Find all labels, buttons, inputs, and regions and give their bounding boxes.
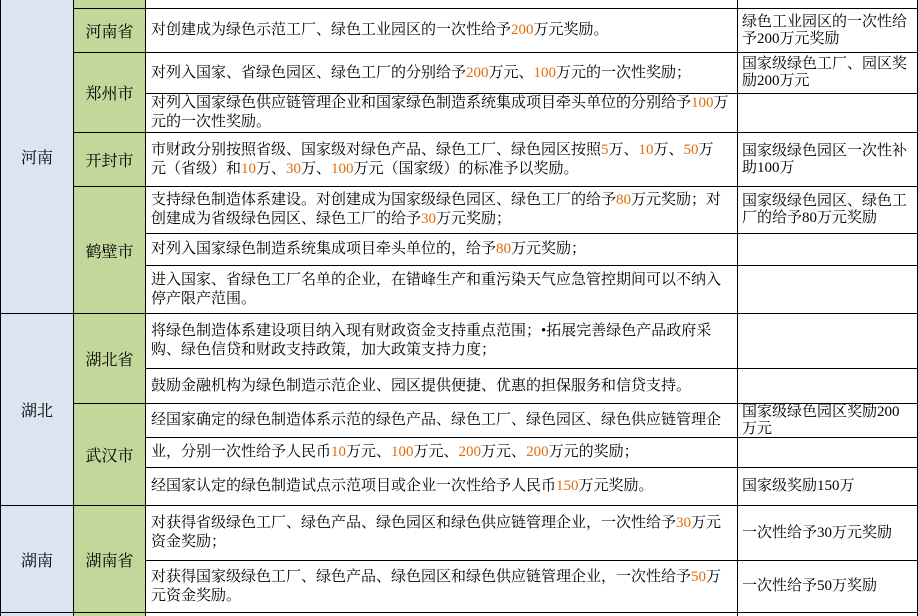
policy-text: 鼓励金融机构为绿色制造示范企业、园区提供便捷、优惠的担保服务和信贷支持。 — [151, 377, 692, 394]
city-cell-kaifeng: 开封市 — [74, 133, 145, 186]
note-cell — [738, 468, 917, 505]
note-cell — [738, 53, 917, 93]
city-cell-zhengzhou: 郑州市 — [74, 53, 145, 132]
policy-partial-cell-top — [146, 0, 737, 8]
policy-text: 进入国家、省绿色工厂名单的企业，在错峰生产和重污染天气应急管控期间可以不纳入停产限产范围。 — [151, 271, 722, 307]
policy-text: 对列入国家、省绿色园区、绿色工厂的分别给予200万元、100万元的一次性奖励； — [151, 64, 692, 81]
city-cell-hubeisheng: 湖北省 — [74, 314, 145, 403]
province-cell-hunan: 湖南 — [1, 506, 73, 612]
policy-text: 支持绿色制造体系建设。对创建成为国家级绿色园区、绿色工厂的给予80万元奖励；对创建成为省级绿色园区、绿色工厂的给予30万元奖励； — [151, 192, 722, 227]
note-cell — [738, 133, 917, 186]
note-text: 一次性给予30万元奖励 — [742, 524, 893, 541]
note-text: 国家级绿色工厂、园区奖励200万元 — [742, 56, 908, 89]
policy-cell — [146, 561, 737, 612]
policy-text: 将绿色制造体系建设项目纳入现有财政资金支持重点范围；•拓展完善绿色产品政府采购、绿色信贷和财政支持政策，加大政策支持力度； — [151, 323, 712, 358]
city-cell-hebi: 鹤壁市 — [74, 187, 145, 313]
note-cell — [738, 94, 917, 132]
note-text: 国家级绿色园区、绿色工厂的给予80万元奖励 — [742, 193, 908, 226]
note-cell — [738, 234, 917, 265]
note-text: 国家级奖励150万 — [742, 478, 855, 494]
policy-text: 经国家确定的绿色制造体系示范的绿色产品、绿色工厂、绿色园区、绿色供应链管理企 — [151, 412, 722, 428]
policy-cell — [146, 53, 737, 93]
policy-text: 市财政分别按照省级、国家级对绿色产品、绿色工厂、绿色园区按照5万、10万、50万 元（省级）和10万、30万、100万元（国家级）的标准予以奖励。 — [151, 141, 714, 177]
note-text: 国家级绿色园区一次性补助100万 — [742, 142, 908, 176]
city-cell-henansheng: 河南省 — [74, 9, 145, 52]
city-cell-hunansheng: 湖南省 — [74, 506, 145, 612]
province-cell-henan: 河南 — [1, 0, 73, 313]
policy-text: 对列入国家绿色供应链管理企业和国家绿色制造系统集成项目牵头单位的分别给予100万元的一次性奖励。 — [151, 95, 729, 130]
city-partial-cell-top — [74, 0, 145, 8]
policy-cell — [146, 506, 737, 560]
note-cell — [738, 9, 917, 52]
policy-text: 经国家认定的绿色制造试点示范项目或企业一次性给予人民币150万元奖励。 — [151, 478, 654, 494]
note-partial-cell-top — [738, 0, 917, 8]
policy-cell — [146, 369, 737, 403]
city-cell-wuhan: 武汉市 — [74, 404, 145, 505]
policy-cell — [146, 9, 737, 52]
policy-cell — [146, 468, 737, 505]
note-cell — [738, 187, 917, 233]
policy-cell — [146, 404, 737, 437]
note-text: 绿色工业园区的一次性给予200万元奖励 — [742, 13, 908, 47]
note-cell — [738, 438, 917, 467]
policy-text: 对获得国家级绿色工厂、绿色产品、绿色园区和绿色供应链管理企业，一次性给予50万元资金奖励。 — [151, 568, 722, 604]
policy-text: 业，分别一次性给予人民币10万元、100万元、200万元、200万元的奖励； — [151, 444, 639, 460]
policy-cell — [146, 187, 737, 233]
province-cell-hubei: 湖北 — [1, 314, 73, 505]
policy-cell — [146, 94, 737, 132]
policy-text: 对获得省级绿色工厂、绿色产品、绿色园区和绿色供应链管理企业，一次性给予30万元资金奖励； — [151, 515, 722, 550]
policy-text: 对列入国家绿色制造系统集成项目牵头单位的，给予80万元奖励； — [151, 241, 587, 257]
policy-cell — [146, 234, 737, 265]
note-cell — [738, 266, 917, 313]
policy-cell — [146, 314, 737, 368]
note-cell — [738, 506, 917, 560]
note-cell — [738, 314, 917, 368]
note-cell — [738, 369, 917, 403]
note-text: 一次性给予50万奖励 — [742, 578, 878, 594]
policy-cell — [146, 438, 737, 467]
policy-text: 对创建成为绿色示范工厂、绿色工业园区的一次性给予200万元奖励。 — [151, 22, 609, 38]
note-text: 国家级绿色园区奖励200万元 — [742, 404, 900, 437]
note-cell — [738, 404, 917, 437]
policy-cell — [146, 133, 737, 186]
note-cell — [738, 561, 917, 612]
policy-cell — [146, 266, 737, 313]
